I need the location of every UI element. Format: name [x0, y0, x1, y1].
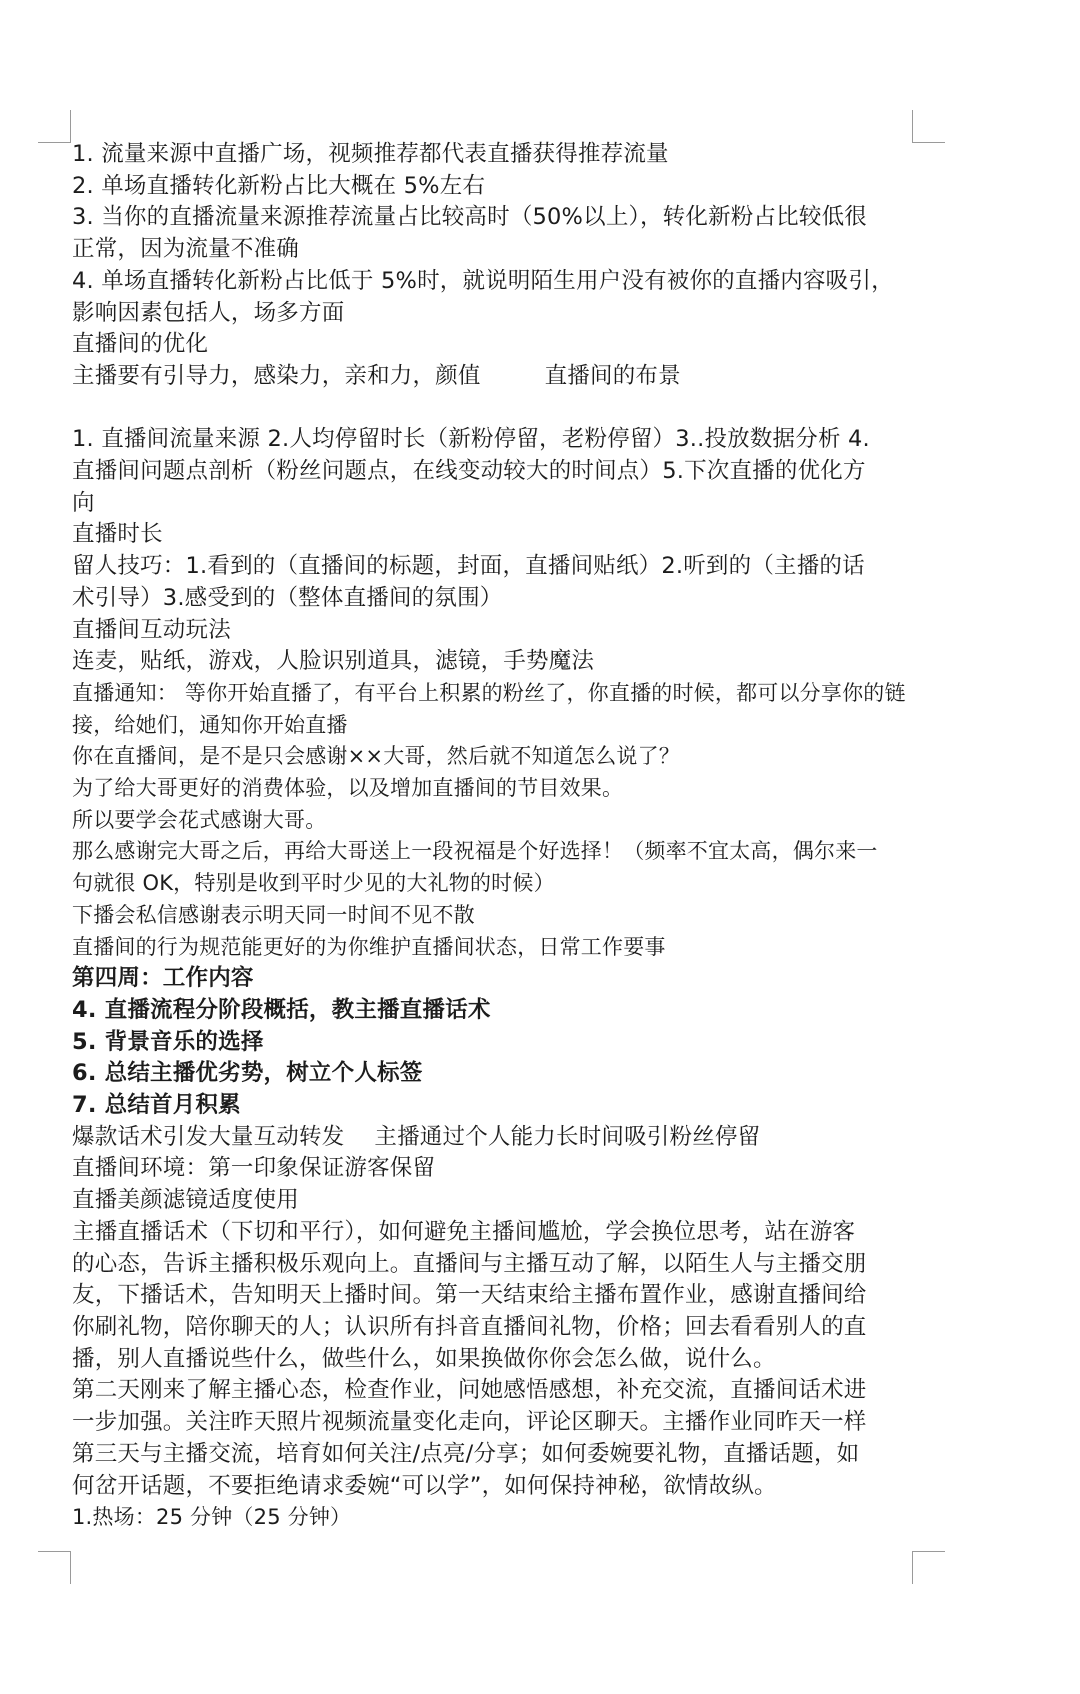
list-item: 5. 背景音乐的选择 [72, 1028, 264, 1055]
text-line: 连麦，贴纸，游戏，人脸识别道具，滤镜，手势魔法 [72, 648, 595, 675]
corner-mark-top-left [38, 110, 71, 143]
text-line: 一步加强。关注昨天照片视频流量变化走向，评论区聊天。主播作业同昨天一样 [72, 1409, 867, 1436]
text-line: 直播美颜滤镜适度使用 [72, 1187, 300, 1214]
text-line: 接，给她们，通知你开始直播 [72, 712, 348, 737]
section-heading: 第四周：工作内容 [72, 965, 254, 992]
text-line [72, 1122, 922, 1154]
text-line: 直播间问题点剖析（粉丝问题点，在线变动较大的时间点）5.下次直播的优化方 [72, 458, 866, 485]
text-line: 为了给大哥更好的消费体验，以及增加直播间的节目效果。 [72, 776, 624, 801]
text-line: 下播会私信感谢表示明天同一时间不见不散 [72, 902, 475, 927]
text-line: 术引导）3.感受到的（整体直播间的氛围） [72, 584, 503, 611]
text-line: 1.热场：25 分钟（25 分钟） [72, 1505, 352, 1530]
text-line: 直播间环境：第一印象保证游客保留 [72, 1155, 436, 1182]
text-line: 直播间的行为规范能更好的为你维护直播间状态，日常工作要事 [72, 934, 666, 959]
text-segment: 主播要有引导力，感染力，亲和力，颜值 [72, 362, 481, 389]
document-body [72, 139, 922, 1534]
list-item: 7. 总结首月积累 [72, 1092, 241, 1119]
list-item: 6. 总结主播优劣势，树立个人标签 [72, 1060, 423, 1087]
text-line: 留人技巧：1.看到的（直播间的标题，封面，直播间贴纸）2.听到的（主播的话 [72, 553, 865, 580]
text-line: 正常，因为流量不准确 [72, 236, 300, 263]
text-line: 3. 当你的直播流量来源推荐流量占比较高时（50%以上），转化新粉占比较低很 [72, 204, 867, 231]
text-line: 第三天与主播交流，培育如何关注/点亮/分享；如何委婉要礼物，直播话题，如 [72, 1440, 860, 1467]
corner-mark-bottom-right [912, 1551, 945, 1584]
text-line: 4. 单场直播转化新粉占比低于 5%时，就说明陌生用户没有被你的直播内容吸引， [72, 267, 894, 294]
text-line: 友，下播话术，告知明天上播时间。第一天结束给主播布置作业，感谢直播间给 [72, 1282, 867, 1309]
text-segment: 主播通过个人能力长时间吸引粉丝停留 [374, 1123, 761, 1150]
text-line: 1. 直播间流量来源 2.人均停留时长（新粉停留，老粉停留）3..投放数据分析 4. [72, 426, 870, 453]
section-heading: 直播间互动玩法 [72, 616, 231, 643]
text-segment: 直播间的布景 [544, 362, 681, 389]
section-heading: 直播时长 [72, 521, 163, 548]
text-line: 你刷礼物，陪你聊天的人；认识所有抖音直播间礼物，价格；回去看看别人的直 [72, 1314, 867, 1340]
list-item: 4. 直播流程分阶段概括，教主播直播话术 [72, 996, 491, 1023]
text-line: 播，别人直播说些什么，做些什么，如果换做你你会怎么做，说什么。 [72, 1345, 776, 1372]
section-heading: 直播间的优化 [72, 331, 209, 358]
text-line: 主播直播话术（下切和平行），如何避免主播间尴尬，学会换位思考，站在游客 [72, 1218, 856, 1245]
text-line: 影响因素包括人，场多方面 [72, 299, 345, 326]
text-line: 何岔开话题，不要拒绝请求委婉“可以学”，如何保持神秘，欲情故纵。 [72, 1472, 777, 1499]
text-line: 1. 流量来源中直播广场，视频推荐都代表直播获得推荐流量 [72, 141, 669, 167]
text-line: 句就很 OK，特别是收到平时少见的大礼物的时候） [72, 871, 555, 896]
text-line: 2. 单场直播转化新粉占比大概在 5%左右 [72, 172, 486, 199]
text-line: 所以要学会花式感谢大哥。 [72, 807, 327, 832]
text-line: 第二天刚来了解主播心态，检查作业，问她感悟感想，补充交流，直播间话术进 [72, 1377, 867, 1404]
text-segment: 爆款话术引发大量互动转发 [72, 1123, 345, 1150]
text-line: 的心态，告诉主播积极乐观向上。直播间与主播互动了解，以陌生人与主播交朋 [72, 1250, 867, 1277]
text-line: 直播通知： 等你开始直播了，有平台上积累的粉丝了，你直播的时候，都可以分享你的链 [72, 680, 906, 705]
text-line: 你在直播间，是不是只会感谢××大哥，然后就不知道怎么说了？ [72, 744, 680, 769]
text-line: 那么感谢完大哥之后，再给大哥送上一段祝福是个好选择！（频率不宜太高，偶尔来一 [72, 839, 878, 864]
text-line: 向 [72, 489, 95, 516]
blank-line [72, 393, 922, 425]
corner-mark-bottom-left [38, 1551, 71, 1584]
text-line [72, 361, 922, 393]
